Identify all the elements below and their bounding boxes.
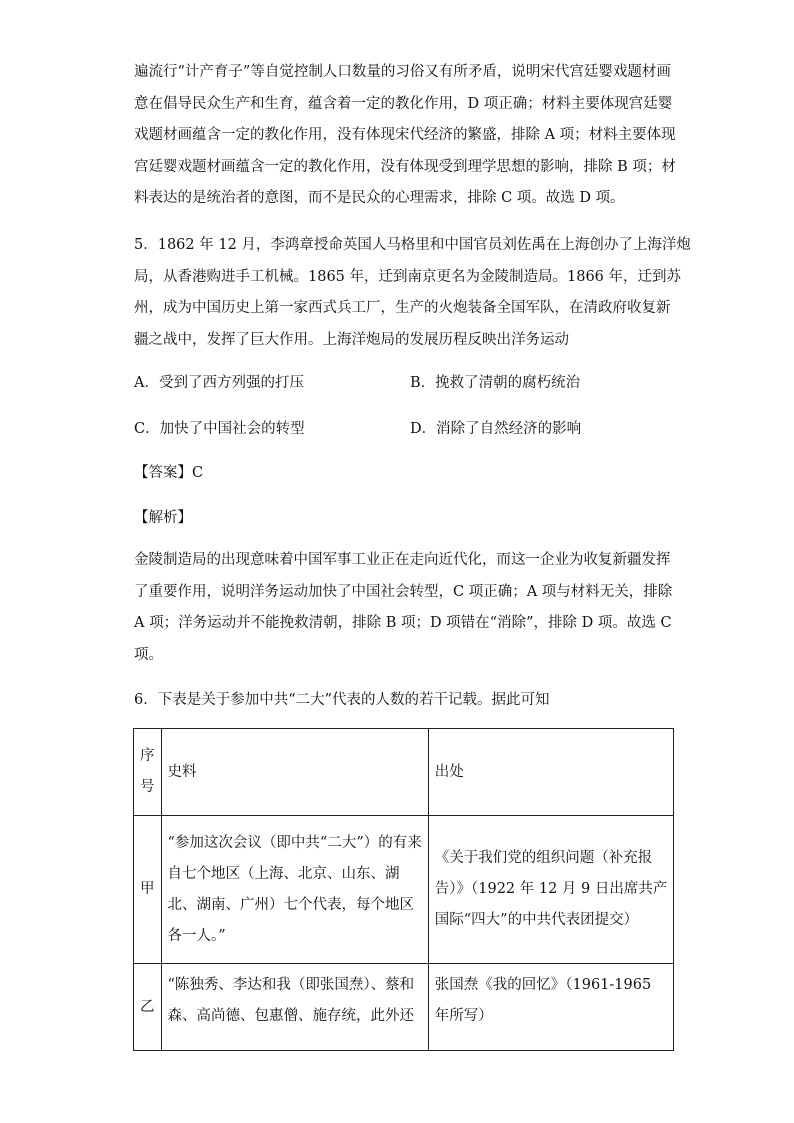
option-a: A．受到了西方列强的打压 — [134, 375, 304, 391]
table-header-row — [134, 729, 674, 816]
text-line: 了重要作用，说明洋务运动加快了中国社会转型，C 项正确；A 项与材料无关，排除 — [134, 583, 673, 600]
text-line: 料表达的是统治者的意图，而不是民众的心理需求，排除 C 项。故选 D 项。 — [134, 190, 625, 206]
row-source: “参加这次会议（即中共“二大”）的有来 自七个地区（上海、北京、山东、湖 北、湖南、广州）七个代表，每个地区 各一人。” — [161, 816, 428, 964]
text-line: 金陵制造局的出现意味着中国军事工业正在走向近代化，而这一企业为收复新疆发挥 — [134, 552, 671, 568]
text-line: 戏题材画蕴含一定的教化作用，没有体现宋代经济的繁盛，排除 A 项；材料主要体现 — [134, 127, 676, 143]
option-d: D．消除了自然经济的影响 — [410, 421, 582, 437]
question-5-stem — [134, 230, 691, 356]
text-line: 项。 — [134, 646, 163, 663]
table-row — [134, 964, 674, 1051]
text-line: 州，成为中国历史上第一家西式兵工厂，生产的火炮装备全国军队，在清政府收复新 — [134, 300, 671, 316]
option-c: C．加快了中国社会的转型 — [134, 421, 305, 437]
analysis-paragraph-continued — [134, 57, 676, 215]
text-line: A 项；洋务运动并不能挽救清朝，排除 B 项；D 项错在“消除”，排除 D 项。故选 C — [134, 615, 672, 631]
row-number: 甲 — [134, 816, 162, 964]
header-origin: 出处 — [428, 729, 674, 816]
table-row — [134, 816, 674, 964]
answer-label: 【答案】C — [134, 465, 204, 481]
question-6-stem: 6．下表是关于参加中共“二大”代表的人数的若干记载。据此可知 — [134, 692, 550, 708]
text-line: 意在倡导民众生产和生育，蕴含着一定的教化作用，D 项正确；材料主要体现宫廷婴 — [134, 95, 673, 112]
question-5-analysis — [134, 545, 673, 671]
source-table — [133, 728, 674, 1051]
row-origin: 《关于我们党的组织问题（补充报 告）》（1922 年 12 月 9 日出席共产 国际“四大”的中共代表团提交） — [428, 816, 674, 964]
analysis-label: 【解析】 — [134, 510, 192, 526]
text-line: 5．1862 年 12 月，李鸿章授命英国人马格里和中国官员刘佐禹在上海创办了上海洋炮 — [134, 237, 691, 253]
text-line: 宫廷婴戏题材画蕴含一定的教化作用，没有体现受到理学思想的影响，排除 B 项；材 — [134, 158, 676, 175]
row-source: “陈独秀、李达和我（即张国焘）、蔡和 森、高尚德、包惠僧、施存统，此外还 — [161, 964, 428, 1051]
row-origin: 张国焘《我的回忆》（1961-1965 年所写） — [428, 964, 674, 1051]
text-line: 局，从香港购进手工机械。1865 年，迁到南京更名为金陵制造局。1866 年，迁到苏 — [134, 268, 682, 285]
header-number: 序 号 — [134, 729, 162, 816]
text-line: 遍流行“计产育子”等自觉控制人口数量的习俗又有所矛盾，说明宋代宫廷婴戏题材画 — [134, 64, 671, 80]
header-source: 史料 — [161, 729, 428, 816]
text-line: 疆之战中，发挥了巨大作用。上海洋炮局的发展历程反映出洋务运动 — [134, 331, 569, 348]
option-b: B．挽救了清朝的腐朽统治 — [410, 375, 581, 391]
row-number: 乙 — [134, 964, 162, 1051]
